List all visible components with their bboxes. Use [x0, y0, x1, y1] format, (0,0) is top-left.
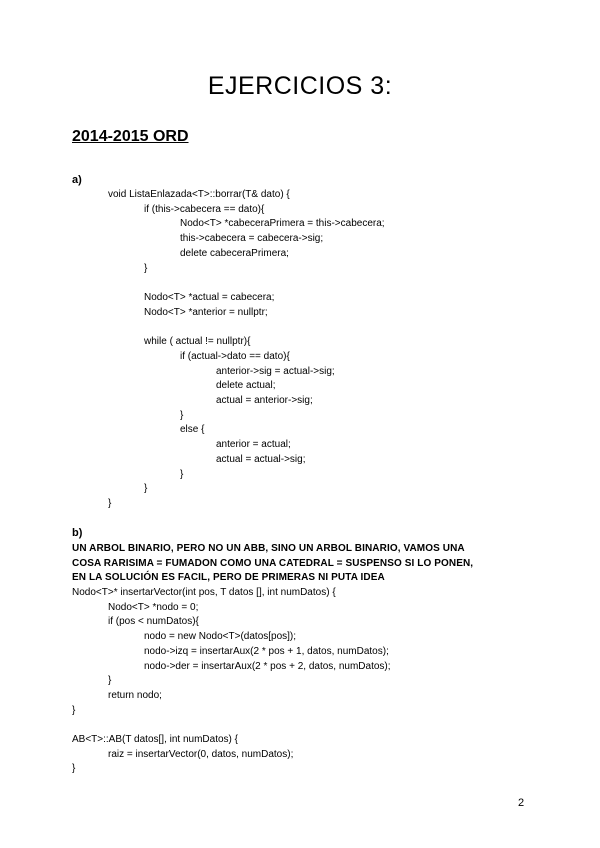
part-b-code-block	[0, 586, 391, 777]
code-line: delete actual;	[216, 380, 276, 392]
code-line: while ( actual != nullptr){	[144, 336, 251, 348]
code-line: }	[180, 409, 184, 421]
code-line: AB<T>::AB(T datos[], int numDatos) {	[72, 734, 239, 745]
code-line: Nodo<T> *actual = cabecera;	[144, 292, 275, 303]
code-line: void ListaEnlazada<T>::borrar(T& dato) {	[108, 189, 290, 200]
comment-line: COSA RARISIMA = FUMADON COMO UNA CATEDRAL = SUSPENSO SI LO PONEN,	[72, 557, 474, 569]
code-line: nodo->der = insertarAux(2 * pos + 2, datos, numDatos);	[144, 660, 391, 672]
code-line: }	[180, 468, 184, 480]
code-line: }	[108, 675, 112, 687]
page-number: 2	[518, 797, 525, 809]
code-line: Nodo<T> *nodo = 0;	[108, 601, 199, 613]
code-line: if (this->cabecera == dato){	[144, 203, 265, 215]
comment-line: EN LA SOLUCIÓN ES FACIL, PERO DE PRIMERAS NI PUTA IDEA	[72, 572, 385, 584]
code-line: }	[108, 497, 112, 509]
code-line: actual = actual->sig;	[216, 453, 306, 465]
code-line: this->cabecera = cabecera->sig;	[180, 233, 324, 245]
code-line: anterior = actual;	[216, 439, 291, 451]
code-line: Nodo<T>* insertarVector(int pos, T datos [], int numDatos) {	[72, 587, 336, 598]
code-line: Nodo<T> *cabeceraPrimera = this->cabecera;	[180, 218, 385, 230]
code-line: Nodo<T> *anterior = nullptr;	[144, 306, 268, 318]
code-line: }	[72, 704, 76, 716]
comment-line: UN ARBOL BINARIO, PERO NO UN ABB, SINO UN ARBOL BINARIO, VAMOS UNA	[72, 543, 465, 554]
code-line: raiz = insertarVector(0, datos, numDatos);	[108, 748, 294, 760]
part-b-label: b)	[72, 527, 83, 539]
code-line: anterior->sig = actual->sig;	[216, 365, 335, 377]
part-a-label: a)	[72, 174, 82, 186]
page-title: EJERCICIOS 3:	[207, 72, 393, 100]
code-line: return nodo;	[108, 689, 162, 701]
code-line: if (pos < numDatos){	[108, 616, 199, 628]
code-line: }	[144, 483, 148, 495]
code-line: else {	[180, 424, 205, 436]
section-heading: 2014-2015 ORD	[72, 128, 189, 145]
part-a-code-block	[0, 188, 385, 509]
code-line: nodo->izq = insertarAux(2 * pos + 1, datos, numDatos);	[144, 645, 389, 657]
part-b-comment	[72, 542, 542, 586]
code-line: if (actual->dato == dato){	[180, 350, 290, 362]
code-line: actual = anterior->sig;	[216, 395, 313, 406]
code-line: nodo = new Nodo<T>(datos[pos]);	[144, 631, 297, 643]
code-line: delete cabeceraPrimera;	[180, 247, 289, 259]
code-line: }	[72, 763, 76, 775]
code-line: }	[144, 262, 148, 274]
